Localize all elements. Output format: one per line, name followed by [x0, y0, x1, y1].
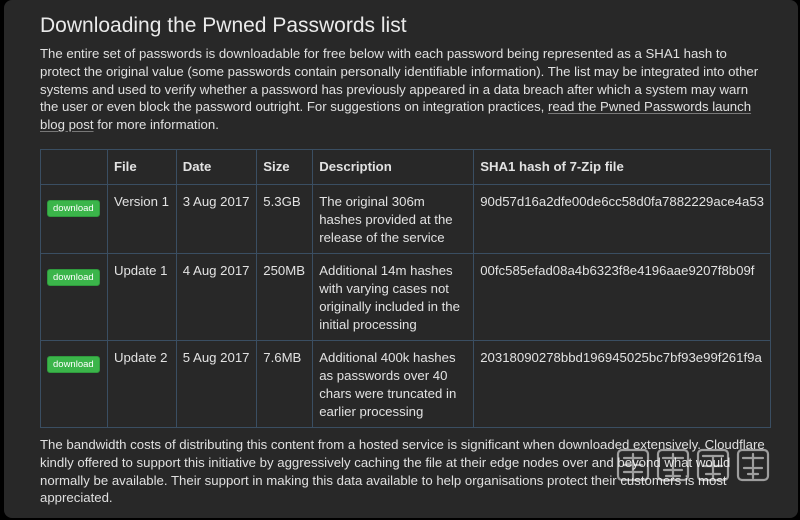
header-description: Description — [313, 150, 474, 185]
intro-paragraph — [40, 45, 768, 134]
date-cell: 5 Aug 2017 — [176, 341, 256, 428]
downloads-table — [40, 149, 771, 428]
download-button-update-1[interactable]: download — [47, 269, 100, 286]
file-cell: Update 2 — [107, 341, 176, 428]
date-cell: 4 Aug 2017 — [176, 254, 256, 341]
size-cell: 250MB — [257, 254, 313, 341]
description-cell: Additional 14m hashes with varying cases not originally included in the initial processing — [313, 254, 474, 341]
header-file: File — [107, 150, 176, 185]
intro-tail-text: for more information. — [93, 117, 219, 133]
bandwidth-paragraph: The bandwidth costs of distributing this content from a hosted service is significant when downloaded extensively. Cloudflare kindly offered to support this initiative by aggressively caching the file at their edge nodes over and beyond what would normally be available. Their support in making this data available to help organisations protect their customers is most appreciated. — [40, 437, 765, 506]
site-watermark-logo — [614, 446, 784, 504]
table-row — [41, 341, 771, 428]
download-button-update-2[interactable]: download — [47, 356, 100, 373]
download-button-version-1[interactable]: download — [47, 200, 100, 217]
size-cell: 7.6MB — [257, 341, 313, 428]
intro-text: The entire set of passwords is downloadable for free below with each password being represented as a SHA1 hash to protect the original value (some passwords contain personally identifiable information). The list may be integrated into other systems and used to verify whether a password has previously appeared in a data breach after which a system may warn the user or even block the password outright. For suggestions on integration practices, — [40, 46, 759, 115]
download-cell — [41, 341, 108, 428]
description-cell: Additional 400k hashes as passwords over 40 chars were truncated in earlier processing — [313, 341, 474, 428]
file-cell: Version 1 — [107, 185, 176, 254]
table-row — [41, 254, 771, 341]
download-cell — [41, 254, 108, 341]
header-download-col — [41, 150, 108, 185]
header-size: Size — [257, 150, 313, 185]
header-sha1: SHA1 hash of 7-Zip file — [474, 150, 771, 185]
download-cell — [41, 185, 108, 254]
sha1-cell: 20318090278bbd196945025bc7bf93e99f261f9a — [474, 341, 771, 428]
sha1-cell: 90d57d16a2dfe00de6cc58d0fa7882229ace4a53 — [474, 185, 771, 254]
header-date: Date — [176, 150, 256, 185]
page-title: Downloading the Pwned Passwords list — [40, 14, 407, 37]
table-row — [41, 185, 771, 254]
sha1-cell: 00fc585efad08a4b6323f8e4196aae9207f8b09f — [474, 254, 771, 341]
content-panel — [4, 0, 798, 518]
file-cell: Update 1 — [107, 254, 176, 341]
table-header-row — [41, 150, 771, 185]
date-cell: 3 Aug 2017 — [176, 185, 256, 254]
launch-blog-post-link[interactable]: read the Pwned Passwords launch blog post — [40, 99, 752, 133]
size-cell: 5.3GB — [257, 185, 313, 254]
description-cell: The original 306m hashes provided at the release of the service — [313, 185, 474, 254]
